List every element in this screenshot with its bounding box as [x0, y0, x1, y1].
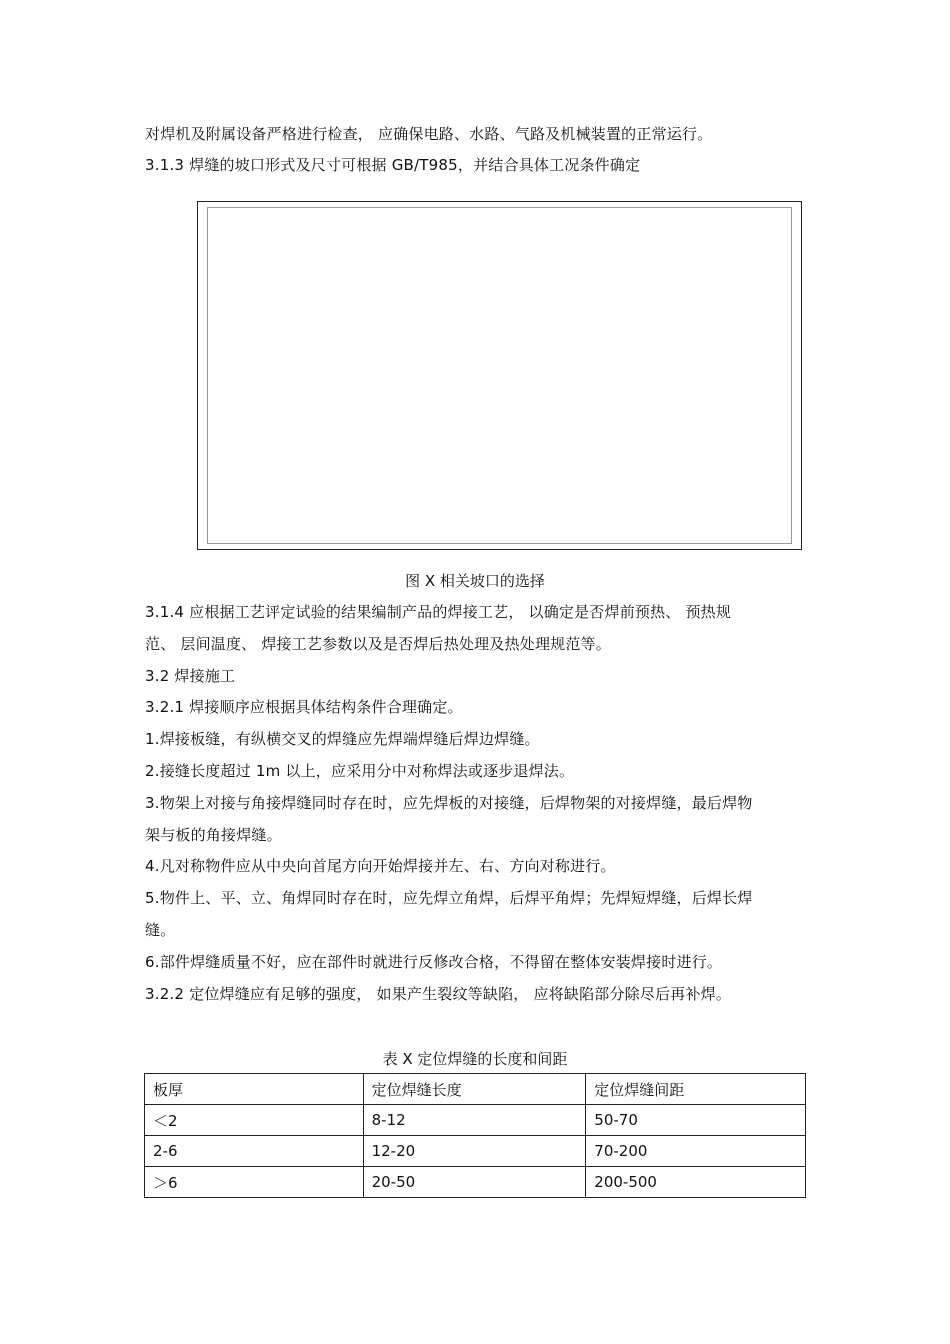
- paragraph-3-2-2: 3.2.2 定位焊缝应有足够的强度， 如果产生裂纹等缺陷， 应将缺陷部分除尽后再补焊。: [145, 985, 732, 1003]
- figure-placeholder: [197, 201, 802, 550]
- paragraph-3-1-4-line2: 范、 层间温度、 焊接工艺参数以及是否焊后热处理及热处理规范等。: [145, 635, 611, 653]
- list-item-5-line1: 5.物件上、平、立、角焊同时存在时，应先焊立角焊，后焊平角焊；先焊短焊缝，后焊长焊: [145, 889, 753, 907]
- cell-spacing: 50-70: [586, 1105, 806, 1136]
- cell-spacing: 70-200: [586, 1136, 806, 1167]
- figure-caption: 图 X 相关坡口的选择: [405, 572, 545, 590]
- header-weld-spacing: 定位焊缝间距: [586, 1074, 806, 1105]
- table-row: [145, 1136, 806, 1167]
- list-item-6: 6.部件焊缝质量不好，应在部件时就进行反修改合格，不得留在整体安装焊接时进行。: [145, 953, 723, 971]
- table-caption: 表 X 定位焊缝的长度和间距: [382, 1050, 568, 1068]
- list-item-1: 1.焊接板缝，有纵横交叉的焊缝应先焊端焊缝后焊边焊缝。: [145, 730, 540, 748]
- heading-3-2: 3.2 焊接施工: [145, 667, 236, 685]
- cell-thickness: ＜2: [145, 1105, 364, 1136]
- header-plate-thickness: 板厚: [145, 1074, 364, 1105]
- cell-length: 20-50: [363, 1167, 586, 1198]
- list-item-5-line2: 缝。: [145, 921, 176, 939]
- cell-thickness: 2-6: [145, 1136, 364, 1167]
- cell-length: 12-20: [363, 1136, 586, 1167]
- table-row: [145, 1167, 806, 1198]
- paragraph-inspection: 对焊机及附属设备严格进行检查， 应确保电路、水路、气路及机械装置的正常运行。: [145, 125, 713, 143]
- table-row: [145, 1105, 806, 1136]
- figure-inner-frame: [207, 207, 792, 544]
- list-item-4: 4.凡对称物件应从中央向首尾方向开始焊接并左、右、方向对称进行。: [145, 857, 616, 875]
- table-header-row: [145, 1074, 806, 1105]
- header-weld-length: 定位焊缝长度: [363, 1074, 586, 1105]
- cell-length: 8-12: [363, 1105, 586, 1136]
- list-item-2: 2.接缝长度超过 1m 以上，应采用分中对称焊法或逐步退焊法。: [145, 762, 575, 780]
- paragraph-3-2-1: 3.2.1 焊接顺序应根据具体结构条件合理确定。: [145, 698, 463, 716]
- paragraph-3-1-4-line1: 3.1.4 应根据工艺评定试验的结果编制产品的焊接工艺， 以确定是否焊前预热、 预热规: [145, 603, 732, 621]
- tack-weld-table: [144, 1073, 806, 1198]
- list-item-3-line2: 架与板的角接焊缝。: [145, 826, 282, 844]
- cell-spacing: 200-500: [586, 1167, 806, 1198]
- paragraph-3-1-3: 3.1.3 焊缝的坡口形式及尺寸可根据 GB/T985，并结合具体工况条件确定: [145, 156, 641, 174]
- list-item-3-line1: 3.物架上对接与角接焊缝同时存在时，应先焊板的对接缝，后焊物架的对接焊缝，最后焊物: [145, 794, 753, 812]
- cell-thickness: ＞6: [145, 1167, 364, 1198]
